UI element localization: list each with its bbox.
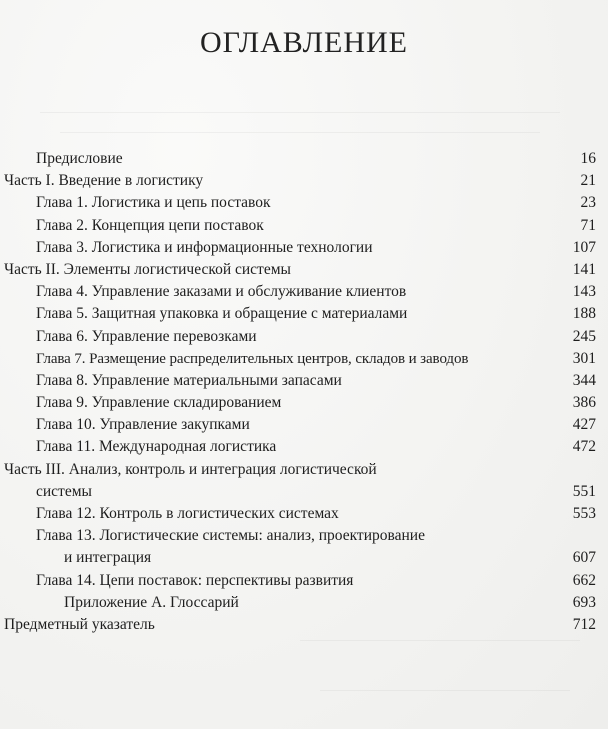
toc-entry-text: Глава 6. Управление перевозками xyxy=(36,327,257,345)
toc-entry-chapter-13 xyxy=(0,525,608,547)
toc-entry-chapter-10 xyxy=(0,414,608,436)
toc-entry-chapter-13-continued xyxy=(0,547,608,569)
toc-entry-part-3-continued xyxy=(0,481,608,503)
toc-entry-page: 71 xyxy=(580,216,596,234)
toc-entry-text: Глава 4. Управление заказами и обслуживание клиентов xyxy=(36,283,407,301)
toc-entry-page: 386 xyxy=(572,394,596,412)
toc-entry-text: Глава 2. Концепция цепи поставок xyxy=(36,216,264,234)
show-through-line xyxy=(60,132,540,133)
toc-entry-text: Приложение А. Глоссарий xyxy=(64,593,239,611)
toc-entry-text: Глава 5. Защитная упаковка и обращение с материалами xyxy=(36,305,408,323)
toc-entry-text: Глава 12. Контроль в логистических системах xyxy=(36,505,339,522)
toc-entry-page: 23 xyxy=(580,194,596,212)
toc-entry-text: Часть III. Анализ, контроль и интеграция логистической xyxy=(4,460,377,478)
toc-entry-subject-index xyxy=(0,614,608,636)
toc-entry-text: Глава 7. Размещение распределительных центров, складов и заводов xyxy=(36,350,469,367)
toc-entry-page: 245 xyxy=(572,327,596,345)
toc-entry-text: Глава 11. Международная логистика xyxy=(36,438,277,456)
toc-entry-text: Часть I. Введение в логистику xyxy=(4,172,204,190)
toc-entry-page: 344 xyxy=(572,371,596,389)
toc-entry-page: 301 xyxy=(572,349,596,367)
toc-entry-text: системы xyxy=(36,482,92,500)
toc-entry-page: 553 xyxy=(572,505,596,522)
toc-entry-chapter-4 xyxy=(0,281,608,303)
toc-entry-appendix-a xyxy=(0,592,608,614)
show-through-line xyxy=(320,690,570,691)
toc-entry-page: 693 xyxy=(572,593,596,611)
toc-entry-text: Глава 14. Цепи поставок: перспективы развития xyxy=(36,571,354,589)
toc-entry-text: Глава 9. Управление складированием xyxy=(36,394,282,412)
toc-entry-page: 551 xyxy=(572,482,596,500)
toc-entry-page: 16 xyxy=(580,150,596,167)
toc-entry-page: 188 xyxy=(572,305,596,323)
toc-entry-page: 141 xyxy=(572,260,596,278)
toc-entry-part-1 xyxy=(0,170,608,192)
toc-entry-part-3 xyxy=(0,459,608,481)
toc-entry-chapter-5 xyxy=(0,303,608,325)
toc-entry-chapter-12 xyxy=(0,503,608,525)
show-through-line xyxy=(300,640,580,641)
toc-entry-text: Глава 1. Логистика и цепь поставок xyxy=(36,194,271,212)
toc-entry-page: 472 xyxy=(572,438,596,456)
toc-entry-chapter-11 xyxy=(0,436,608,458)
toc-entry-chapter-7 xyxy=(0,348,608,370)
toc-entry-text: Предметный указатель xyxy=(4,615,155,633)
toc-entry-text: Глава 3. Логистика и информационные технологии xyxy=(36,238,373,256)
toc-entry-text: Глава 10. Управление закупками xyxy=(36,416,250,434)
toc-entry-text: Глава 13. Логистические системы: анализ, проектирование xyxy=(36,527,425,545)
toc-entry-text: Глава 8. Управление материальными запасами xyxy=(36,371,342,389)
toc-entry-preface xyxy=(0,148,608,170)
toc-entry-chapter-9 xyxy=(0,392,608,414)
toc-entry-page: 427 xyxy=(572,416,596,434)
toc-entry-page: 143 xyxy=(572,283,596,301)
toc-entry-chapter-8 xyxy=(0,370,608,392)
toc-entry-chapter-2 xyxy=(0,215,608,237)
toc-entry-page: 662 xyxy=(572,571,596,589)
toc-entry-page: 607 xyxy=(572,549,596,567)
toc-entry-page: 712 xyxy=(572,615,596,633)
toc-entry-chapter-14 xyxy=(0,570,608,592)
toc-entry-page: 107 xyxy=(572,238,596,256)
toc-entry-text: Часть II. Элементы логистической системы xyxy=(4,260,291,278)
show-through-line xyxy=(40,112,560,113)
toc-entry-page: 21 xyxy=(580,172,596,190)
toc-entry-text: Предисловие xyxy=(36,150,123,167)
table-of-contents xyxy=(0,148,608,636)
toc-entry-chapter-3 xyxy=(0,237,608,259)
toc-entry-text: и интеграция xyxy=(64,549,152,567)
page-title: ОГЛАВЛЕНИЕ xyxy=(200,26,408,60)
toc-entry-chapter-1 xyxy=(0,192,608,214)
toc-entry-chapter-6 xyxy=(0,326,608,348)
toc-entry-part-2 xyxy=(0,259,608,281)
